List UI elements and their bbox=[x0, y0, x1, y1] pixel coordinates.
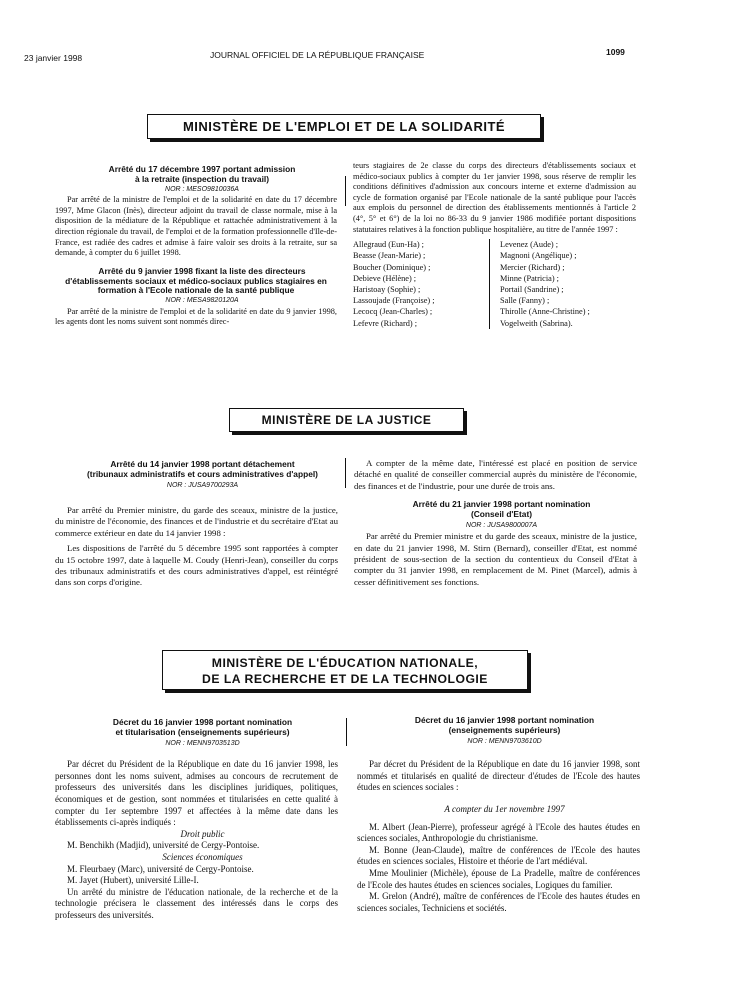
ministry-heading-line1: MINISTÈRE DE L'ÉDUCATION NATIONALE, bbox=[211, 656, 479, 670]
ministry-heading-line2: DE LA RECHERCHE ET DE LA TECHNOLOGIE bbox=[202, 672, 488, 686]
arrete-title-line2: (tribunaux administratifs et cours administratives d'appel) bbox=[87, 468, 318, 479]
arrete-title: Arrêté du 9 janvier 1998 fixant la liste des directeurs d'établissements sociaux et médico-sociaux publics stagiaires en formation à l'Ecole nationale de la santé publique bbox=[65, 265, 327, 296]
journal-title: JOURNAL OFFICIEL DE LA RÉPUBLIQUE FRANÇAISE bbox=[210, 50, 425, 60]
nor-reference: NOR : MESO9810036A bbox=[165, 185, 239, 193]
list-item: Haristoay (Sophie) ; bbox=[353, 284, 421, 294]
nor-reference: NOR : MENN9703610D bbox=[467, 737, 542, 745]
nomination-entry: M. Grelon (André), maître de conférences de l'Ecole des hautes études en sciences sociales, Techniciens et sociétés. bbox=[357, 891, 640, 913]
decret-body: Par décret du Président de la République en date du 16 janvier 1998, les personnes dont les noms suivent, admises au concours de recrutement de professeurs des universités dans les disciplines juridiques, politiques, économiques et de gestion, sont nommées et titularisées en cette qualité à compter du 1er septembre 1997 et affectées à la même date dans les établissements ci-après indiqués : bbox=[55, 759, 338, 828]
nor-reference: NOR : JUSA9700293A bbox=[166, 481, 239, 489]
arrete-body: Par arrêté de la ministre de l'emploi et de la solidarité en date du 9 janvier 1998, les agents dont les noms suivent sont nommés direc- bbox=[55, 306, 337, 327]
list-item: Lassoujade (Françoise) ; bbox=[353, 296, 435, 306]
page-number: 1099 bbox=[606, 47, 625, 57]
discipline-heading: Sciences économiques bbox=[162, 851, 243, 862]
arrete-title: Arrêté du 14 janvier 1998 portant détachement bbox=[110, 459, 295, 469]
discipline-heading: Droit public bbox=[180, 828, 225, 839]
list-item: Lecocq (Jean-Charles) ; bbox=[353, 307, 433, 317]
decret-title: Décret du 16 janvier 1998 portant nomination bbox=[414, 715, 595, 725]
date-heading: A compter du 1er novembre 1997 bbox=[444, 803, 565, 814]
arrete-body-continued: teurs stagiaires de 2e classe du corps des directeurs d'établissements sociaux et médico-sociaux publics à compter du 1er janvier 1998, sous réserve de remplir les conditions définitives d'admission aux concours interne et externe d'admission au cycle de formation organisé par l'Ecole nationale de la santé publique pour l'accès aux emplois du personnel de direction des établissements mentionnés à l'article 2 (4°, 5° et 6°) de la loi no 86-33 du 9 janvier 1986 modifiée portant dispositions statutaires relatives à la fonction publique hospitalière, au titre de l'année 1997 : bbox=[353, 161, 636, 234]
column-education-right bbox=[357, 716, 640, 914]
list-item: Levenez (Aude) ; bbox=[500, 240, 559, 250]
header-date: 23 janvier 1998 bbox=[24, 53, 83, 63]
arrete-title: Arrêté du 21 janvier 1998 portant nomination bbox=[412, 499, 591, 510]
column-emploi-right bbox=[353, 161, 636, 329]
ministry-heading-justice: MINISTÈRE DE LA JUSTICE bbox=[229, 408, 464, 432]
nomination-entry: M. Benchikh (Madjid), université de Cergy-Pontoise. bbox=[67, 840, 260, 851]
nomination-entry: M. Fleurbaey (Marc), université de Cergy-Pontoise. bbox=[67, 863, 254, 874]
column-justice-right bbox=[354, 458, 637, 588]
arrete-title-line2: (Conseil d'Etat) bbox=[470, 509, 533, 520]
decret-body: Par décret du Président de la République en date du 16 janvier 1998, sont nommés et titularisés en qualité de directeur d'études de l'Ecole des hautes études en sciences sociales : bbox=[357, 759, 640, 793]
decret-title-line2: (enseignements supérieurs) bbox=[448, 724, 561, 735]
column-divider bbox=[345, 176, 346, 206]
list-item: Magnoni (Angélique) ; bbox=[500, 251, 577, 261]
decret-title: Décret du 16 janvier 1998 portant nomination bbox=[112, 717, 293, 727]
arrete-body: Par arrêté de la ministre de l'emploi et de la solidarité en date du 17 décembre 1997, Mme Glacon (Inès), directeur adjoint du travail de classe normale, mise à la disposition de la médiature de la République et rattachée administrativement à la direction régionale du travail, de l'emploi et de la formation professionnelle d'Ile-de-France, est radiée des cadres et admise à faire valoir ses droits à la retraite, sur sa demande, à compter du 6 juillet 1998. bbox=[55, 195, 337, 258]
arrete-body: Les dispositions de l'arrêté du 5 décembre 1995 sont rapportées à compter du 15 octobre 1997, date à laquelle M. Coudy (Henri-Jean), conseiller du corps des tribunaux administratifs et des cours administratives d'appel, est réintégré dans son corps d'origine. bbox=[55, 543, 338, 588]
column-emploi-left bbox=[55, 165, 337, 328]
list-item: Thirolle (Anne-Christine) ; bbox=[500, 307, 590, 317]
nor-reference: NOR : MENN9703513D bbox=[165, 739, 240, 747]
decret-title-line2: et titularisation (enseignements supérieurs) bbox=[115, 726, 290, 737]
arrete-body: Par arrêté du Premier ministre, du garde des sceaux, ministre de la justice, du ministre de l'économie, des finances et de l'industrie et du secrétaire d'Etat au commerce extérieur en date du 14 janvier 1998 : bbox=[55, 505, 338, 538]
list-item: Allegraud (Eun-Ha) ; bbox=[353, 240, 424, 250]
nor-reference: NOR : JUSA9800007A bbox=[465, 521, 538, 529]
nor-reference: NOR : MESA9820120A bbox=[165, 297, 239, 305]
arrete-body: A compter de la même date, l'intéressé est placé en position de service détaché en qualité de conseiller commercial auprès du ministère de l'économie, des finances et de l'industrie, pour une durée de trois ans. bbox=[354, 458, 637, 491]
column-divider bbox=[346, 718, 347, 746]
list-item: Portail (Sandrine) ; bbox=[500, 284, 564, 294]
column-education-left bbox=[55, 718, 338, 922]
list-item: Vogelweith (Sabrina). bbox=[500, 318, 573, 328]
list-item: Minne (Patricia) ; bbox=[500, 273, 559, 283]
names-list-left bbox=[353, 239, 489, 329]
list-item: Debieve (Hélène) ; bbox=[353, 273, 417, 283]
list-item: Mercier (Richard) ; bbox=[500, 262, 565, 272]
list-item: Beasse (Jean-Marie) ; bbox=[353, 251, 426, 261]
nomination-entry: M. Jayet (Hubert), université Lille-I. bbox=[67, 875, 199, 886]
list-item: Boucher (Dominique) ; bbox=[353, 262, 431, 272]
nomination-entry: M. Bonne (Jean-Claude), maître de conférences de l'Ecole des hautes études en sciences sociales, Histoire et théorie de l'art médiéval. bbox=[357, 844, 640, 867]
list-item: Salle (Fanny) ; bbox=[500, 296, 550, 306]
arrete-body: Par arrêté du Premier ministre et du garde des sceaux, ministre de la justice, en date du 21 janvier 1998, M. Stirn (Bernard), conseiller d'Etat, est nommé président de sous-section de la section du contentieux du Conseil d'Etat à compter du 31 janvier 1998, en remplacement de M. Pinet (Marcel), admis à cesser définitivement ses fonctions. bbox=[354, 531, 637, 587]
nomination-entry: M. Albert (Jean-Pierre), professeur agrégé à l'Ecole des hautes études en sciences sociales, Anthropologie du christianisme. bbox=[357, 821, 640, 844]
column-divider bbox=[345, 458, 346, 488]
arrete-title-line2: à la retraite (inspection du travail) bbox=[134, 173, 270, 184]
list-item: Lefevre (Richard) ; bbox=[353, 318, 418, 328]
ministry-heading-emploi: MINISTÈRE DE L'EMPLOI ET DE LA SOLIDARITÉ bbox=[147, 114, 541, 139]
column-justice-left bbox=[55, 460, 338, 589]
arrete-title: Arrêté du 17 décembre 1997 portant admission bbox=[108, 164, 296, 174]
nomination-entry: Mme Moulinier (Michèle), épouse de La Pradelle, maître de conférences de l'Ecole des hautes études en sciences sociales, Logiques du familier. bbox=[357, 867, 640, 890]
names-list-right bbox=[489, 239, 636, 329]
ministry-heading-education bbox=[162, 650, 528, 690]
names-list bbox=[353, 239, 636, 329]
decret-closing: Un arrêté du ministre de l'éducation nationale, de la recherche et de la technologie précisera le classement des intéressés dans le corps des professeurs des universités. bbox=[55, 886, 338, 920]
